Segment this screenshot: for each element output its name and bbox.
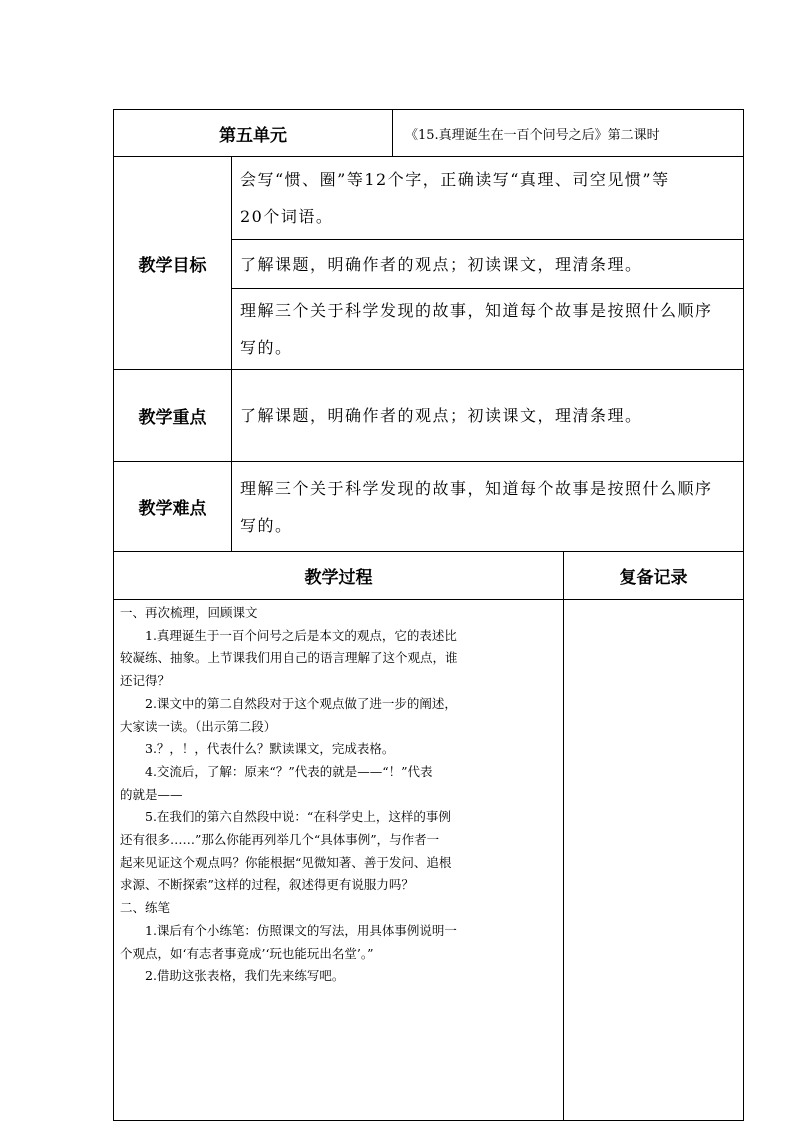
process-line: 2.课文中的第二自然段对于这个观点做了进一步的阐述，	[145, 695, 457, 711]
col-divider	[392, 109, 393, 157]
notes-title: 复备记录	[619, 568, 688, 588]
objective-item-2	[232, 240, 743, 288]
objective-item-1	[232, 157, 743, 239]
difficulties-line-2: 写的。	[240, 515, 293, 535]
key-points-content	[232, 370, 743, 461]
process-line: 5.在我们的第六自然段中说：“在科学史上，这样的事例	[145, 809, 451, 825]
objective-1-line-1: 会写“惯、圈”等12个字，正确读写“真理、司空见惯”等	[240, 170, 670, 189]
col-divider	[563, 551, 564, 1121]
process-line: 3.？，！，代表什么？默读课文，完成表格。	[145, 741, 395, 757]
process-line: 起来见证这个观点吗？你能根据“见微知著、善于发问、追根	[120, 854, 452, 870]
process-line: 个观点，如‘有志者事竟成’‘玩也能玩出名堂’。”	[120, 945, 374, 961]
row-divider	[113, 369, 744, 370]
row-divider	[113, 551, 744, 552]
table-border-top	[113, 109, 744, 110]
table-border-bottom	[113, 1120, 744, 1121]
process-line: 还有很多……”那么你能再列举几个“具体事例”，与作者一	[120, 832, 440, 848]
process-body	[114, 600, 563, 1120]
process-line: 1.真理诞生于一百个问号之后是本文的观点，它的表述比	[145, 627, 457, 643]
row-divider	[113, 156, 744, 157]
objective-1-line-2: 20个词语。	[240, 207, 334, 226]
row-divider	[113, 599, 744, 600]
row-divider	[231, 239, 744, 240]
table-border-right	[743, 109, 744, 1121]
process-line: 较凝练、抽象。上节课我们用自己的语言理解了这个观点，谁	[120, 650, 458, 666]
objective-2-line-1: 了解课题，明确作者的观点；初读课文，理清条理。	[240, 254, 643, 274]
key-points-label: 教学重点	[138, 408, 207, 428]
process-line: 1.课后有个小练笔：仿照课文的写法，用具体事例说明一	[145, 922, 457, 938]
process-line: 4.交流后，了解：原来“？”代表的就是——“！”代表	[145, 763, 433, 779]
process-line: 求源、不断探索”这样的过程，叙述得更有说服力吗？	[120, 877, 414, 893]
process-title: 教学过程	[304, 568, 373, 588]
lesson-title: 《15.真理诞生在一百个问号之后》第二课时	[405, 127, 660, 143]
col-divider	[231, 156, 232, 552]
key-points-line-1: 了解课题，明确作者的观点；初读课文，理清条理。	[240, 406, 643, 425]
objective-item-3	[232, 289, 743, 369]
process-line: 的就是——	[120, 786, 183, 802]
process-line: 还记得？	[120, 673, 171, 689]
process-line: 大家读一读。（出示第二段）	[120, 718, 277, 734]
table-border-left	[113, 109, 114, 1121]
objective-3-line-2: 写的。	[240, 338, 293, 357]
objectives-label: 教学目标	[138, 255, 207, 276]
difficulties-content	[232, 462, 743, 551]
difficulties-label: 教学难点	[138, 499, 207, 519]
process-line: 2.借助这张表格，我们先来练写吧。	[145, 968, 345, 984]
process-line: 一、再次梳理，回顾课文	[120, 605, 258, 620]
unit-title: 第五单元	[219, 125, 287, 146]
row-divider	[113, 461, 744, 462]
notes-area	[564, 600, 743, 1120]
process-line: 二、练笔	[120, 900, 171, 916]
difficulties-line-1: 理解三个关于科学发现的故事，知道每个故事是按照什么顺序	[240, 478, 713, 498]
objective-3-line-1: 理解三个关于科学发现的故事，知道每个故事是按照什么顺序	[240, 301, 713, 320]
row-divider	[231, 288, 744, 289]
